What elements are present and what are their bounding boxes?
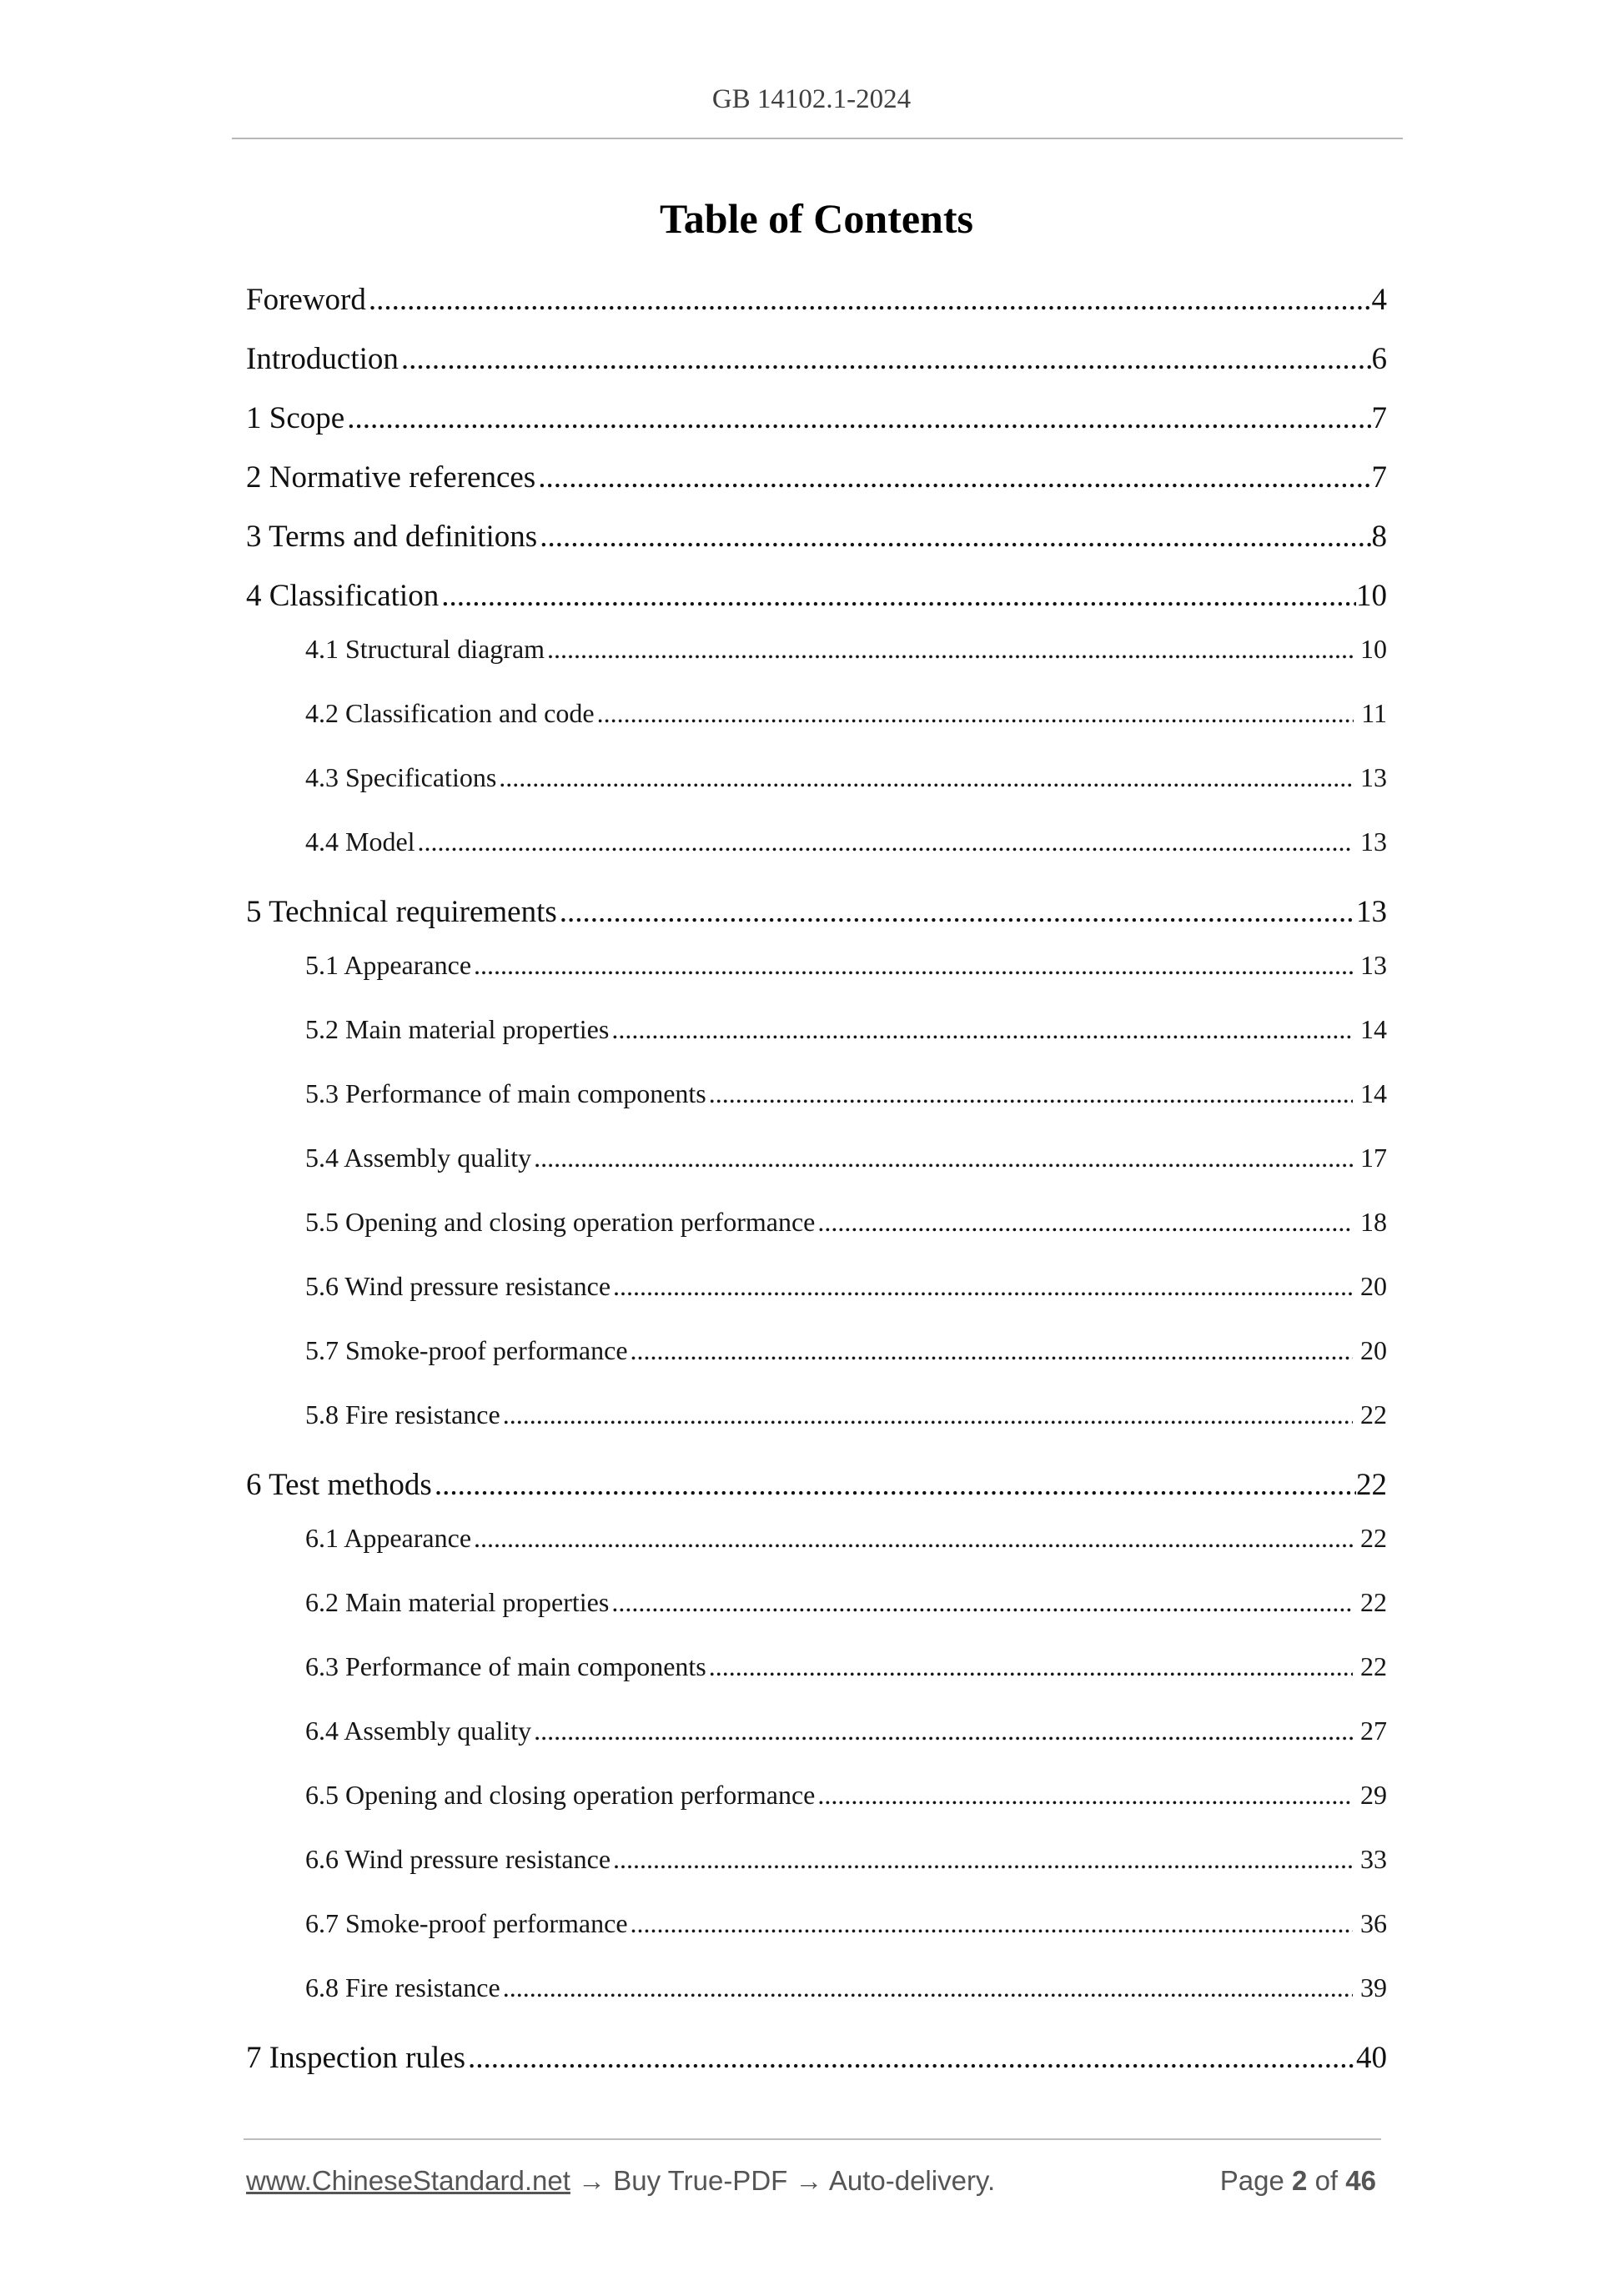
dot-leader <box>611 1570 1353 1635</box>
toc-entry-page-number: 39 <box>1360 1972 1387 2002</box>
toc-entry-page-number: 7 <box>1371 460 1387 495</box>
toc-entry-label: 6.6 Wind pressure resistance <box>305 1844 611 1874</box>
toc-section-entry[interactable] <box>246 270 1387 329</box>
toc-entry-page-number: 4 <box>1371 283 1387 317</box>
toc-entry-page-number: 20 <box>1360 1271 1387 1301</box>
toc-entry-page-number: 20 <box>1360 1335 1387 1365</box>
toc-subsection-entry[interactable] <box>246 1827 1387 1892</box>
toc-entry-label: 5.2 Main material properties <box>305 1014 610 1044</box>
dot-leader <box>474 933 1353 997</box>
dot-leader <box>817 1190 1353 1254</box>
toc-entry-label: Foreword <box>246 283 366 317</box>
toc-entry-label: 4 Classification <box>246 579 440 613</box>
dot-leader <box>613 1254 1353 1319</box>
toc-entry-page-number: 8 <box>1371 520 1387 554</box>
toc-entry-page-number: 13 <box>1356 895 1387 929</box>
document-code-header: GB 14102.1-2024 <box>711 84 912 114</box>
toc-entry-label: 2 Normative references <box>246 460 536 495</box>
toc-entry-label: 3 Terms and definitions <box>246 520 538 554</box>
toc-subsection-entry[interactable] <box>246 1190 1387 1254</box>
dot-leader <box>611 997 1353 1062</box>
toc-entry-label: 4.1 Structural diagram <box>305 634 545 664</box>
toc-subsection-entry[interactable] <box>246 681 1387 746</box>
dot-leader <box>597 681 1354 746</box>
dot-leader <box>613 1827 1353 1892</box>
dot-leader <box>540 507 1371 566</box>
toc-subsection-entry[interactable] <box>246 1062 1387 1126</box>
auto-delivery-text: Auto-delivery. <box>828 2165 996 2196</box>
dot-leader <box>474 1506 1353 1570</box>
dot-leader <box>418 810 1353 874</box>
toc-entry-page-number: 6 <box>1371 342 1387 376</box>
toc-entry-label: 6 Test methods <box>246 1468 432 1502</box>
dot-leader <box>499 746 1353 810</box>
arrow-right-icon: → <box>578 2165 606 2196</box>
total-pages-number: 46 <box>1345 2165 1376 2196</box>
website-link[interactable]: www.ChineseStandard.net <box>246 2165 570 2196</box>
toc-subsection-entry[interactable] <box>246 1506 1387 1570</box>
toc-entry-label: 6.1 Appearance <box>305 1523 472 1553</box>
toc-entry-label: 5.8 Fire resistance <box>305 1399 500 1429</box>
toc-entry-label: 5.3 Performance of main components <box>305 1078 706 1108</box>
buy-pdf-text: Buy True-PDF <box>613 2165 788 2196</box>
toc-subsection-entry[interactable] <box>246 617 1387 681</box>
toc-entry-page-number: 11 <box>1361 698 1387 728</box>
toc-subsection-entry[interactable] <box>246 1699 1387 1763</box>
toc-entry-page-number: 29 <box>1360 1780 1387 1810</box>
page-indicator <box>1220 2163 1376 2198</box>
toc-subsection-entry[interactable] <box>246 1383 1387 1447</box>
toc-entry-page-number: 14 <box>1360 1078 1387 1108</box>
dot-leader <box>631 1319 1353 1383</box>
dot-leader <box>817 1763 1353 1827</box>
toc-subsection-entry[interactable] <box>246 1319 1387 1383</box>
toc-section-entry[interactable] <box>246 448 1387 507</box>
toc-subsection-entry[interactable] <box>246 1126 1387 1190</box>
toc-subsection-entry[interactable] <box>246 1254 1387 1319</box>
toc-entry-label: 6.4 Assembly quality <box>305 1716 532 1746</box>
toc-section-entry[interactable] <box>246 507 1387 566</box>
toc-entry-page-number: 22 <box>1360 1399 1387 1429</box>
toc-entry-label: 5.6 Wind pressure resistance <box>305 1271 611 1301</box>
toc-entry-label: 6.3 Performance of main components <box>305 1651 706 1681</box>
footer-promo <box>246 2163 995 2198</box>
arrow-right-icon: → <box>795 2165 823 2196</box>
dot-leader <box>709 1062 1353 1126</box>
toc-subsection-entry[interactable] <box>246 1956 1387 2020</box>
dot-leader <box>547 617 1353 681</box>
toc-entry-label: 6.7 Smoke-proof performance <box>305 1908 628 1938</box>
toc-section-entry[interactable] <box>246 2028 1387 2088</box>
toc-subsection-entry[interactable] <box>246 1635 1387 1699</box>
toc-section-entry[interactable] <box>246 329 1387 389</box>
page-word: Page <box>1219 2165 1284 2196</box>
toc-entry-page-number: 14 <box>1360 1014 1387 1044</box>
dot-leader <box>534 1126 1353 1190</box>
toc-entry-label: 4.2 Classification and code <box>305 698 595 728</box>
toc-entry-label: 5.7 Smoke-proof performance <box>305 1335 628 1365</box>
toc-subsection-entry[interactable] <box>246 933 1387 997</box>
toc-section-entry[interactable] <box>246 389 1387 448</box>
dot-leader <box>709 1635 1353 1699</box>
of-word: of <box>1314 2165 1339 2196</box>
toc-entry-page-number: 10 <box>1356 579 1387 613</box>
dot-leader <box>534 1699 1353 1763</box>
toc-subsection-entry[interactable] <box>246 1763 1387 1827</box>
table-of-contents <box>246 270 1387 2088</box>
toc-entry-page-number: 22 <box>1360 1523 1387 1553</box>
page-title: Table of Contents <box>660 195 973 242</box>
toc-subsection-entry[interactable] <box>246 810 1387 874</box>
toc-entry-label: 5.1 Appearance <box>305 950 472 980</box>
toc-entry-page-number: 10 <box>1360 634 1387 664</box>
toc-entry-page-number: 27 <box>1360 1716 1387 1746</box>
toc-entry-page-number: 22 <box>1360 1651 1387 1681</box>
toc-subsection-entry[interactable] <box>246 746 1387 810</box>
toc-entry-label: 4.3 Specifications <box>305 762 497 792</box>
toc-entry-page-number: 22 <box>1356 1468 1387 1502</box>
toc-entry-page-number: 17 <box>1360 1143 1387 1173</box>
dot-leader <box>347 389 1371 448</box>
toc-entry-label: Introduction <box>246 342 399 376</box>
toc-subsection-entry[interactable] <box>246 997 1387 1062</box>
dot-leader <box>503 1956 1353 2020</box>
toc-subsection-entry[interactable] <box>246 1570 1387 1635</box>
toc-entry-page-number: 13 <box>1360 826 1387 857</box>
toc-entry-page-number: 7 <box>1371 401 1387 435</box>
dot-leader <box>468 2028 1356 2088</box>
toc-entry-page-number: 36 <box>1360 1908 1387 1938</box>
dot-leader <box>369 270 1372 329</box>
toc-subsection-entry[interactable] <box>246 1892 1387 1956</box>
toc-entry-page-number: 13 <box>1360 950 1387 980</box>
current-page-number: 2 <box>1292 2165 1308 2196</box>
dot-leader <box>538 448 1371 507</box>
toc-entry-label: 5.5 Opening and closing operation performance <box>305 1207 816 1237</box>
toc-entry-label: 7 Inspection rules <box>246 2041 466 2075</box>
toc-entry-label: 4.4 Model <box>305 826 415 857</box>
dot-leader <box>503 1383 1353 1447</box>
header-divider <box>232 138 1403 139</box>
toc-entry-label: 6.8 Fire resistance <box>305 1972 500 2002</box>
toc-entry-label: 6.2 Main material properties <box>305 1587 610 1617</box>
toc-entry-label: 5.4 Assembly quality <box>305 1143 532 1173</box>
toc-entry-label: 1 Scope <box>246 401 345 435</box>
dot-leader <box>401 329 1372 389</box>
toc-entry-page-number: 33 <box>1360 1844 1387 1874</box>
dot-leader <box>631 1892 1353 1956</box>
footer-divider <box>244 2138 1381 2140</box>
toc-entry-page-number: 40 <box>1356 2041 1387 2075</box>
toc-entry-label: 5 Technical requirements <box>246 895 557 929</box>
toc-entry-page-number: 22 <box>1360 1587 1387 1617</box>
toc-entry-label: 6.5 Opening and closing operation performance <box>305 1780 816 1810</box>
toc-entry-page-number: 13 <box>1360 762 1387 792</box>
toc-entry-page-number: 18 <box>1360 1207 1387 1237</box>
